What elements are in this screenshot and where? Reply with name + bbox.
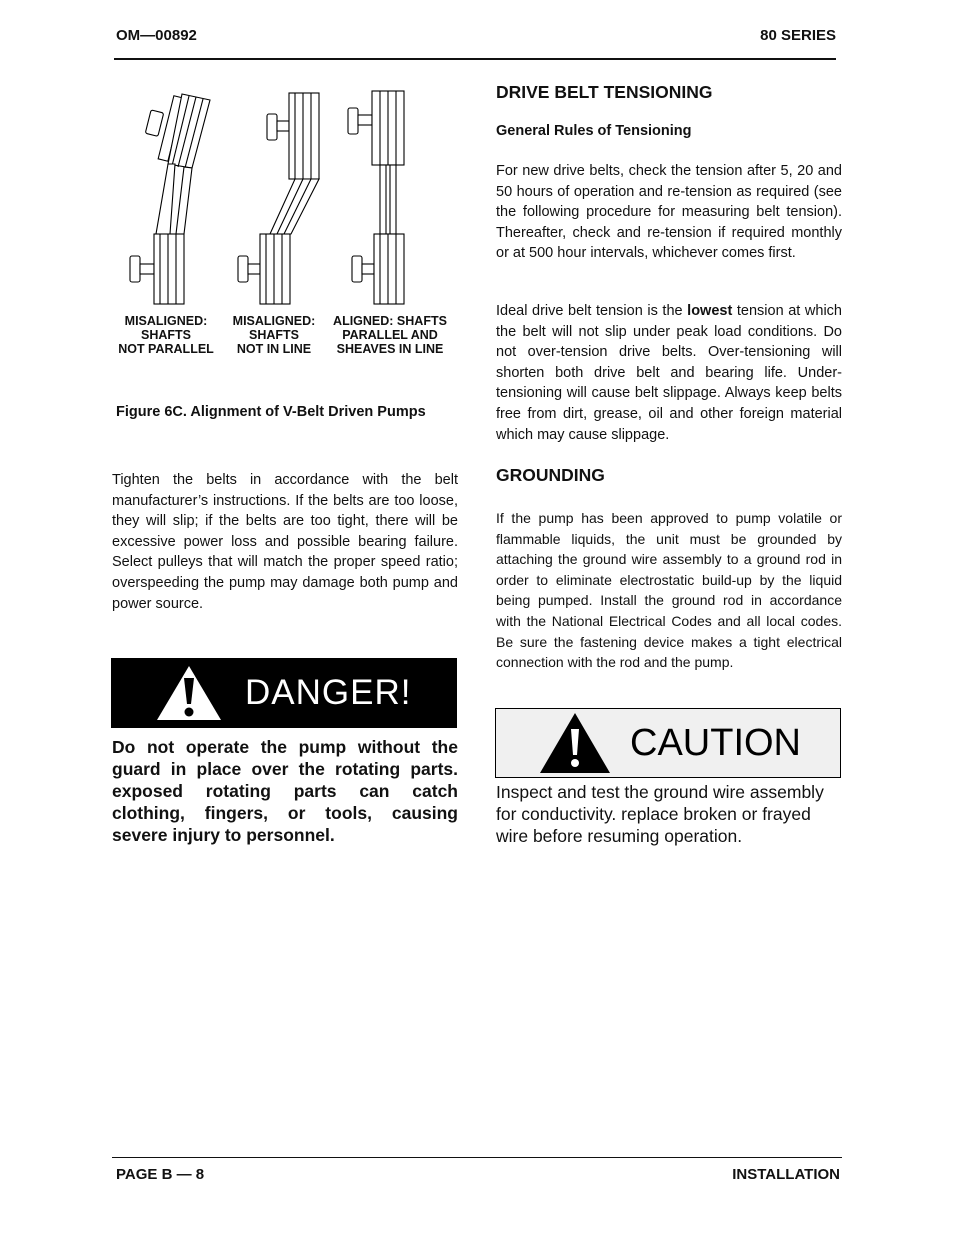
tensioning-subheading: General Rules of Tensioning	[496, 123, 692, 139]
grounding-heading: GROUNDING	[496, 465, 605, 485]
tensioning-paragraph-1: For new drive belts, check the tension after 5, 20 and 50 hours of operation and re-tension as required (see the following procedure for measuring belt tension). Thereafter, check and re-tension if required monthly or at 500 hour intervals, whichever comes first.	[496, 163, 842, 262]
warning-triangle-icon	[155, 664, 223, 722]
figure-caption: Figure 6C. Alignment of V-Belt Driven Pumps	[116, 404, 426, 420]
header-rule	[114, 58, 836, 60]
page-number: PAGE B — 8	[116, 1166, 205, 1183]
caution-triangle-icon	[538, 711, 612, 775]
diagram-not-in-line	[238, 93, 319, 304]
danger-word: DANGER!	[245, 673, 412, 712]
drive-belt-heading: DRIVE BELT TENSIONING	[496, 82, 713, 102]
doc-number: OM—00892	[116, 27, 197, 44]
section-label: INSTALLATION	[732, 1166, 840, 1183]
caution-message: Inspect and test the ground wire assembly for conductivity. replace broken or frayed wire before resuming operation.	[496, 782, 824, 846]
label-not-parallel: MISALIGNED: SHAFTS NOT PARALLEL	[118, 314, 214, 356]
label-aligned: ALIGNED: SHAFTS PARALLEL AND SHEAVES IN LINE	[333, 314, 447, 356]
series-label: 80 SERIES	[760, 27, 836, 44]
diagram-not-parallel	[130, 94, 210, 304]
danger-banner	[111, 658, 457, 728]
diagram-aligned	[348, 91, 404, 304]
tensioning-paragraph-2: Ideal drive belt tension is the lowest tension at which the belt will not slip under peak load conditions. Do not over-tension drive belts. Over-tensioning will shorten both drive belt and bearing life. Under-tensioning will cause belt slippage. Always keep belts free from dirt, grease, oil and other foreign material which may cause slippage.	[496, 303, 842, 443]
label-not-in-line: MISALIGNED: SHAFTS NOT IN LINE	[232, 314, 316, 356]
danger-message: Do not operate the pump without the guard in place over the rotating parts. exposed rotating parts can catch clothing, fingers, or tools, causing severe injury to personnel.	[112, 737, 458, 845]
belt-tightening-paragraph: Tighten the belts in accordance with the belt manufacturer’s instructions. If the belts are too loose, they will slip; if the belts are too tight, there will be excessive power loss and possible bearing failure. Select pulleys that will match the proper speed ratio; overspeeding the pump may damage both pump and power source.	[112, 472, 458, 612]
grounding-paragraph: If the pump has been approved to pump volatile or flammable liquids, the unit must be grounded by attaching the ground wire assembly to a ground rod in order to eliminate electrostatic build-up by the liquid being pumped. Install the ground rod in accordance with the National Electrical Codes and all local codes. Be sure the fastening device makes a tight electrical connection with the rod and the pump.	[496, 510, 842, 671]
footer-rule	[112, 1157, 842, 1158]
belt-alignment-figure	[112, 88, 462, 313]
caution-word: CAUTION	[630, 721, 801, 764]
caution-banner	[495, 708, 841, 778]
